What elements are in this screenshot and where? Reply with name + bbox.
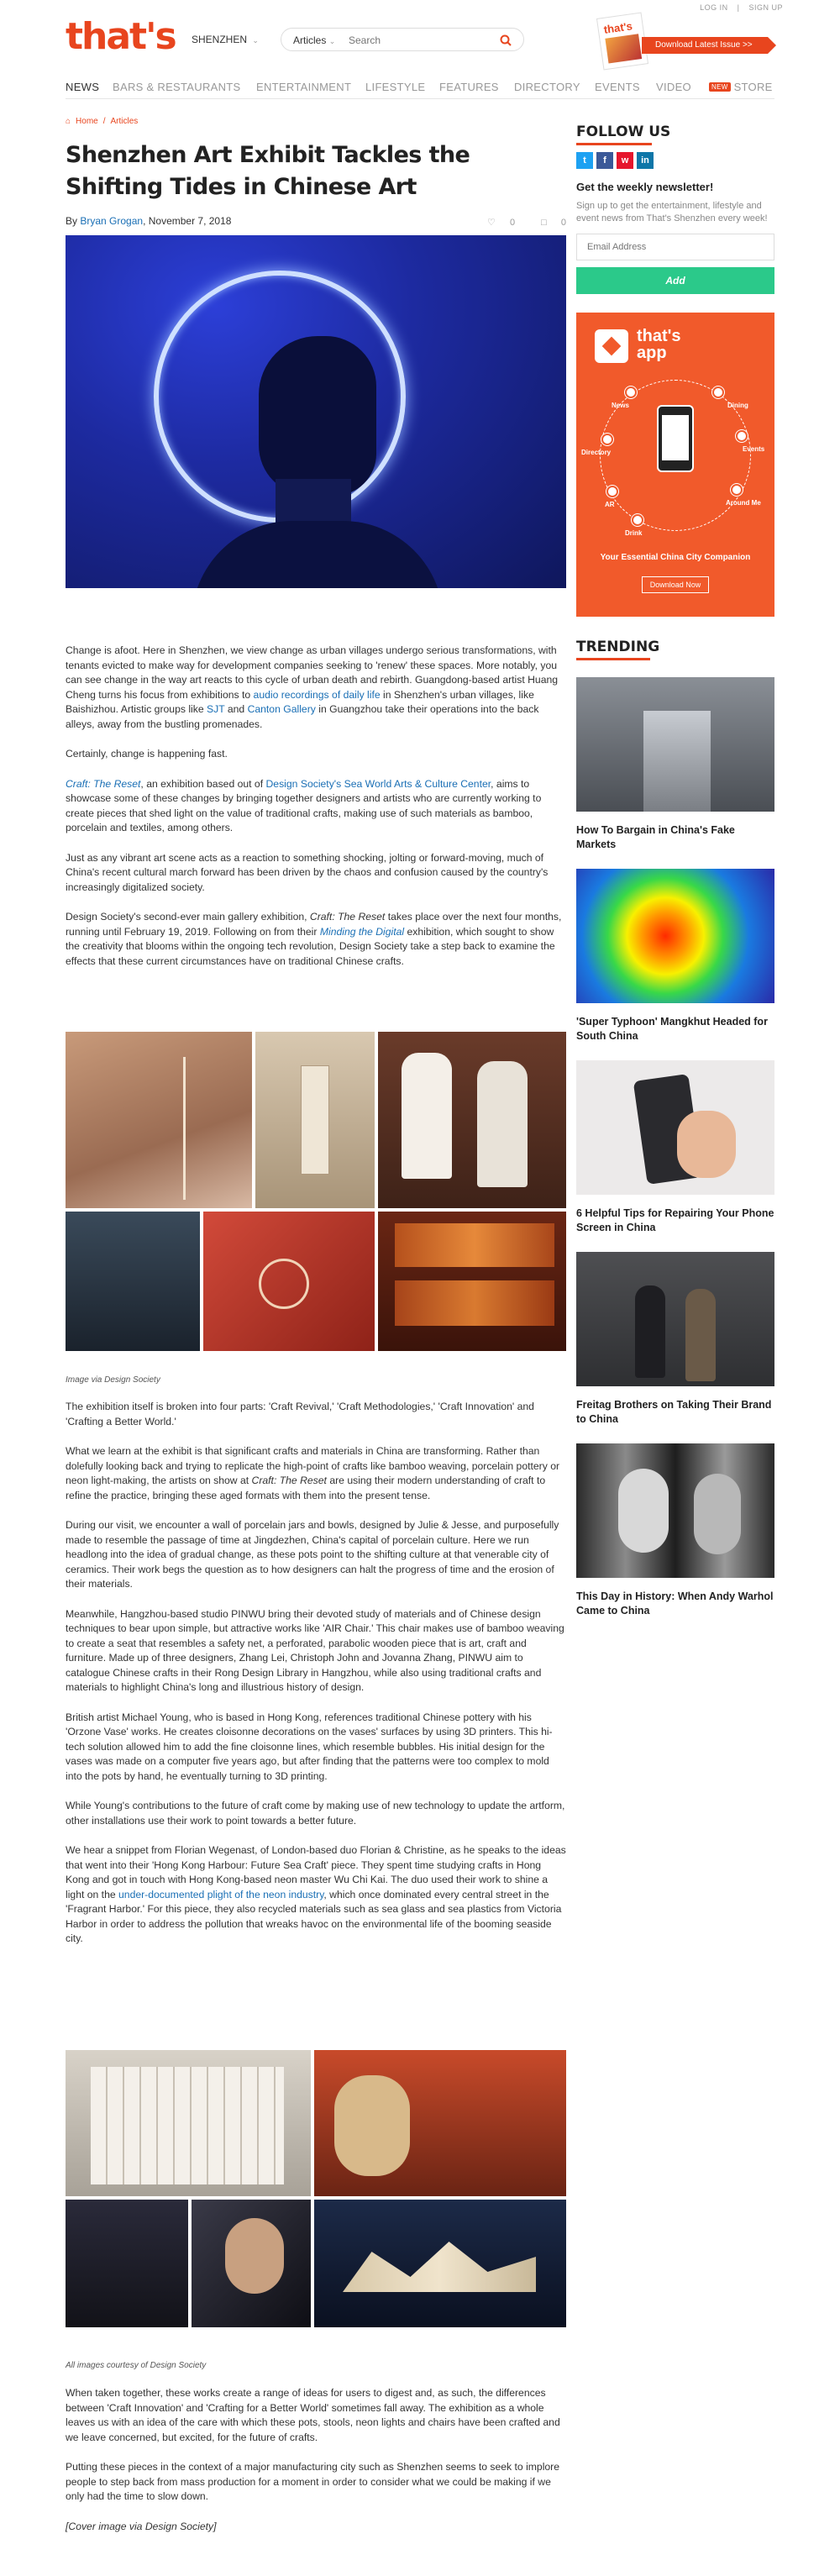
collage-detail xyxy=(477,1061,528,1187)
collage-detail xyxy=(334,2075,410,2176)
trending-title[interactable]: 'Super Typhoon' Mangkhut Headed for South China xyxy=(576,1016,768,1042)
text: in Shenzhen's urban villages, like Baishizhou. Artistic groups like xyxy=(66,688,534,715)
paragraph: When taken together, these works create a range of ideas for users to digest and, as such, the differences between 'Craft Innovation' and 'Crafting for a Better World' sometimes fall away. The exhibition as a whole leaves us with an idea of the care with which these pots, stools, neon lights and chairs have been crafted and we leave concerned, but excited, for the future of crafts. xyxy=(66,2387,560,2443)
comment-count: 0 xyxy=(560,218,566,228)
follow-us-heading: FOLLOW US xyxy=(576,124,671,140)
figure-shoulder xyxy=(192,521,444,588)
heading-underline xyxy=(576,143,652,145)
collage-detail xyxy=(402,1053,452,1179)
comment-icon: □ xyxy=(541,218,547,228)
trending-thumbnail[interactable] xyxy=(576,869,774,1003)
newsletter-heading: Get the weekly newsletter! xyxy=(576,181,714,193)
nav-item-lifestyle[interactable]: LIFESTYLE xyxy=(365,81,426,93)
text: and xyxy=(224,703,248,715)
text: in Guangzhou take their operations into the back alleys, away from the bustling promenades. xyxy=(66,703,539,730)
nav-item-news[interactable]: NEWS xyxy=(66,81,100,93)
nav-item-bars-restaurants[interactable]: BARS & RESTAURANTS xyxy=(113,81,241,93)
paragraph: During our visit, we encounter a wall of porcelain jars and bowls, designed by Julie & Jesse, and purposefully made to resemble the passage of time at Jingdezhen, China's capital of porcelain culture. Here we run headlong into the idea of gradual change, as these pots point to the shifting culture at that venerable city of ceramics. Their work begs the question as to how designers can halt the progress of time and the erosion of their materials. xyxy=(66,1519,559,1590)
collage-photo xyxy=(66,1212,200,1351)
text: , aims to showcase some of these changes by bringing together designers and artists who are currently working to create pieces that shed light on the value of traditional crafts, making use of such materials as bamboo, porcelain and textiles, among others. xyxy=(66,777,542,833)
account-links-separator: | xyxy=(737,3,740,12)
portrait-detail xyxy=(618,1469,669,1553)
comment-counter[interactable] xyxy=(529,218,566,228)
app-name-line1: that's xyxy=(637,327,681,345)
city-selector[interactable] xyxy=(192,34,259,45)
collage-detail xyxy=(395,1223,554,1267)
app-tagline: Your Essential China City Companion xyxy=(600,553,751,562)
collage-photo xyxy=(66,2200,188,2327)
paragraph xyxy=(66,777,566,836)
collage-detail xyxy=(395,1280,554,1326)
main-navigation xyxy=(66,76,774,99)
person-detail xyxy=(635,1285,665,1378)
download-issue-promo[interactable] xyxy=(593,15,778,67)
search-scope-dropdown[interactable] xyxy=(293,34,335,46)
author-link[interactable]: Bryan Grogan xyxy=(80,215,144,227)
inline-link[interactable]: Craft: The Reset xyxy=(66,777,141,790)
feature-label: AR xyxy=(605,501,615,508)
trending-thumbnail[interactable] xyxy=(576,1252,774,1386)
article-body xyxy=(66,644,566,969)
newsletter-description: Sign up to get the entertainment, lifestyle and event news from That's Shenzhen every week! xyxy=(576,201,768,223)
trending-title[interactable]: How To Bargain in China's Fake Markets xyxy=(576,824,735,850)
sidebar xyxy=(576,124,774,1618)
news-icon xyxy=(625,386,637,398)
collage-detail xyxy=(301,1065,329,1175)
nav-item-events[interactable]: EVENTS xyxy=(595,81,640,93)
nav-item-video[interactable]: VIDEO xyxy=(656,81,691,93)
exhibit-collage-image xyxy=(66,1032,566,1351)
heart-icon: ♡ xyxy=(487,218,496,228)
magazine-cover-logo: that's xyxy=(602,19,633,36)
facebook-icon[interactable]: f xyxy=(596,152,613,169)
trending-item[interactable] xyxy=(576,869,774,1044)
app-logo-icon xyxy=(595,329,628,363)
byline-prefix: By xyxy=(66,215,81,227)
app-name xyxy=(637,328,681,361)
article-body-closing xyxy=(66,2386,566,2534)
text: are using their modern understanding of craft to refine the practice, bringing these aged formats with them into the present tense. xyxy=(66,1475,546,1501)
paragraph: The exhibition itself is broken into four parts: 'Craft Revival,' 'Craft Methodologies,' 'Craft Innovation' and 'Crafting a Better World.' xyxy=(66,1401,534,1427)
site-logo[interactable]: that's xyxy=(66,15,176,58)
chevron-down-icon: ⌄ xyxy=(252,36,259,45)
collage-detail xyxy=(183,1057,186,1200)
paragraph xyxy=(66,910,566,969)
social-links xyxy=(576,152,774,169)
feature-label: Dining xyxy=(727,402,748,409)
paragraph: Certainly, change is happening fast. xyxy=(66,748,228,760)
download-issue-button[interactable]: Download Latest Issue >> xyxy=(642,37,768,54)
directory-icon xyxy=(601,434,613,445)
drink-icon xyxy=(632,514,643,526)
text: Craft: The Reset xyxy=(309,911,386,923)
paragraph xyxy=(66,1444,566,1503)
nav-item-entertainment[interactable]: ENTERTAINMENT xyxy=(256,81,352,93)
article-counters xyxy=(464,217,566,228)
search-icon[interactable] xyxy=(500,34,512,46)
collage-detail xyxy=(225,2218,284,2294)
exhibit-collage-image-2 xyxy=(66,2050,566,2327)
trending-thumbnail[interactable] xyxy=(576,1060,774,1195)
text: Design Society's second-ever main gallery exhibition, xyxy=(66,911,310,923)
account-links xyxy=(693,3,783,12)
feature-label: News xyxy=(612,402,629,409)
feature-label: Around Me xyxy=(726,499,761,507)
twitter-icon[interactable]: t xyxy=(576,152,593,169)
text: , an exhibition based out of xyxy=(140,777,266,790)
person-detail xyxy=(685,1289,716,1381)
hero-image xyxy=(66,235,566,588)
city-selector-label: SHENZHEN xyxy=(192,34,248,45)
site-header xyxy=(0,15,840,67)
paragraph: Just as any vibrant art scene acts as a reaction to something shocking, jolting or forward-moving, much of China's recent cultural march forward has been driven by the chaos and confusion caused by the country's increasingly digitalized society. xyxy=(66,851,549,893)
ar-icon xyxy=(606,486,618,497)
signup-link[interactable]: SIGN UP xyxy=(748,3,783,12)
cover-image-credit: [Cover image via Design Society] xyxy=(66,2520,217,2532)
text: exhibition, which sought to show the creativity that blooms within the ongoing tech revolution, Design Society take a step back to examine the effects that these current circumstances have on traditional Chinese crafts. xyxy=(66,925,555,967)
new-badge: NEW xyxy=(709,82,731,92)
inline-link[interactable]: under-documented plight of the neon industry xyxy=(118,1888,324,1900)
nav-item-store[interactable] xyxy=(709,81,773,93)
text: Change is afoot. Here in Shenzhen, we view change as urban villages undergo serious transformations, with tenants evicted to make way for development companies seeking to 'renew' these spaces. More notably, you can see change in the way art reacts to this cycle of urban death and rebirth. Guangdong-based artist Huang Cheng turns his focus from exhibitions to xyxy=(66,644,559,701)
paragraph: British artist Michael Young, who is based in Hong Kong, references traditional Chinese pottery with his 'Orzone Vase' works. He creates cloisonne decorations on the vases' surfaces by using 3D printers. This hi-tech solution allowed him to add the fine cloisonne lines, which resemble bubbles. His initial design for the vases was made on a computer five years ago, but after finding that the patterns were too complex to mold into the pots by hand, he eventually turning to 3D printing. xyxy=(66,1711,553,1782)
app-download-button[interactable]: Download Now xyxy=(642,576,709,593)
text: takes place over the next four months, running until February 19, 2019. Following on from their xyxy=(66,911,562,938)
hand-detail xyxy=(677,1111,736,1178)
breadcrumb-separator: / xyxy=(102,117,106,126)
magazine-cover-image xyxy=(605,34,642,63)
inline-link[interactable]: audio recordings of daily life xyxy=(253,688,381,701)
trending-title[interactable]: Freitag Brothers on Taking Their Brand to China xyxy=(576,1399,772,1425)
search-input[interactable] xyxy=(349,33,491,48)
feature-label: Directory xyxy=(581,449,612,456)
home-icon: ⌂ xyxy=(66,117,71,126)
email-field[interactable] xyxy=(576,234,774,260)
phone-icon xyxy=(657,405,694,472)
chevron-down-icon: ⌄ xyxy=(328,37,336,45)
login-link[interactable]: LOG IN xyxy=(700,3,728,12)
feature-label: Drink xyxy=(625,529,643,537)
trending-item[interactable] xyxy=(576,1252,774,1427)
collage-detail xyxy=(259,1259,309,1309)
feature-label: Events xyxy=(743,445,765,453)
nav-item-directory[interactable]: DIRECTORY xyxy=(514,81,580,93)
text: We hear a snippet from Florian Wegenast, of London-based duo Florian & Christine, as he speaks to the ideas that went into their 'Hong Kong Harbour: Future Sea Craft' piece. They spent time studying crafts in Hong Kong and got in touch with Hong Kong-based neon master Wu Chi Kai. The duo used their work to shine a light on the xyxy=(66,1844,566,1900)
inline-link[interactable]: Design Society's Sea World Arts & Culture Center xyxy=(265,777,491,790)
trending-item[interactable] xyxy=(576,677,774,852)
text: Craft: The Reset xyxy=(251,1475,327,1486)
inline-link[interactable]: Canton Gallery xyxy=(247,703,316,715)
portrait-detail xyxy=(694,1474,741,1554)
around-me-icon xyxy=(731,484,743,496)
dining-icon xyxy=(712,386,724,398)
like-count: 0 xyxy=(509,218,516,228)
trending-thumbnail[interactable] xyxy=(576,1443,774,1578)
weibo-icon[interactable]: w xyxy=(617,152,633,169)
text: , which once dominated every central street in the 'Fragrant Harbor.' For this piece, they also recycled materials such as sea glass and sea plastics from Victoria Harbor in order to address the pollution that wreaks havoc on the environmental life of the booming seaside city. xyxy=(66,1888,562,1944)
article-byline xyxy=(66,215,566,227)
trending-title[interactable]: This Day in History: When Andy Warhol Came to China xyxy=(576,1590,774,1617)
search-scope-label: Articles xyxy=(293,34,327,46)
breadcrumb-home[interactable]: Home xyxy=(76,117,98,126)
nav-item-store-label: STORE xyxy=(733,81,773,93)
paragraph xyxy=(66,644,566,732)
paragraph: While Young's contributions to the future of craft come by making use of new technology to update the artform, other installations use their work to point towards a better future. xyxy=(66,1800,565,1827)
app-download-ad[interactable] xyxy=(576,313,774,617)
trending-item[interactable] xyxy=(576,1060,774,1235)
inline-link[interactable]: SJT xyxy=(207,703,225,715)
top-utility-bar xyxy=(0,0,840,15)
trending-thumbnail[interactable] xyxy=(576,677,774,812)
heading-underline xyxy=(576,658,650,660)
linkedin-icon[interactable]: in xyxy=(637,152,654,169)
collage-detail xyxy=(91,2067,284,2184)
figure-head xyxy=(259,336,376,496)
breadcrumb xyxy=(66,117,143,126)
article-title: Shenzhen Art Exhibit Tackles the Shifting Tides in Chinese Art xyxy=(66,142,470,200)
text: What we learn at the exhibit is that significant crafts and materials in China are transforming. Rather than dolefully looking back and trying to replicate the high-point of crafts like bamboo weaving, porcelain pottery or neon light-making, the artists on show at xyxy=(66,1445,560,1486)
trending-heading: TRENDING xyxy=(576,639,660,655)
magazine-cover-thumbnail xyxy=(596,13,648,71)
market-corridor-detail xyxy=(643,711,711,812)
paragraph: Meanwhile, Hangzhou-based studio PINWU bring their devoted study of materials and of Chinese design techniques to bear upon simple, but attractive works like 'AIR Chair.' This chair makes use of bamboo weaving to create a seat that resembles a safety net, a perforated, parabolic wooden piece that is art, craft and furniture. Made up of three designers, Zhang Lei, Christoph John and Jovanna Zhang, PINWU aim to catalogue Chinese crafts in their Rong Design Library in Hangzhou, while also using traditional crafts and materials to highlight China's long and illustrious history of design. xyxy=(66,1607,564,1693)
article-date: , November 7, 2018 xyxy=(143,215,232,227)
image-caption: Image via Design Society xyxy=(66,1375,160,1385)
trending-item[interactable] xyxy=(576,1443,774,1618)
article-body-continued xyxy=(66,1400,566,1947)
subscribe-add-button[interactable]: Add xyxy=(576,267,774,294)
events-icon xyxy=(736,430,748,442)
search-bar xyxy=(281,28,524,51)
paragraph: Putting these pieces in the context of a major manufacturing city such as Shenzhen seems to seek to implore people to step back from mass production for a moment in order to consider what we could be making if we only had the time to slow down. xyxy=(66,2461,560,2502)
inline-link[interactable]: Minding the Digital xyxy=(319,925,405,938)
collage-photo xyxy=(66,1032,252,1208)
image-caption: All images courtesy of Design Society xyxy=(66,2361,207,2370)
breadcrumb-articles[interactable]: Articles xyxy=(110,117,139,126)
trending-title[interactable]: 6 Helpful Tips for Repairing Your Phone Screen in China xyxy=(576,1207,774,1233)
nav-item-features[interactable]: FEATURES xyxy=(439,81,499,93)
paragraph xyxy=(66,1843,566,1947)
article xyxy=(66,139,566,588)
app-name-line2: app xyxy=(637,344,667,362)
like-counter[interactable] xyxy=(475,218,515,228)
